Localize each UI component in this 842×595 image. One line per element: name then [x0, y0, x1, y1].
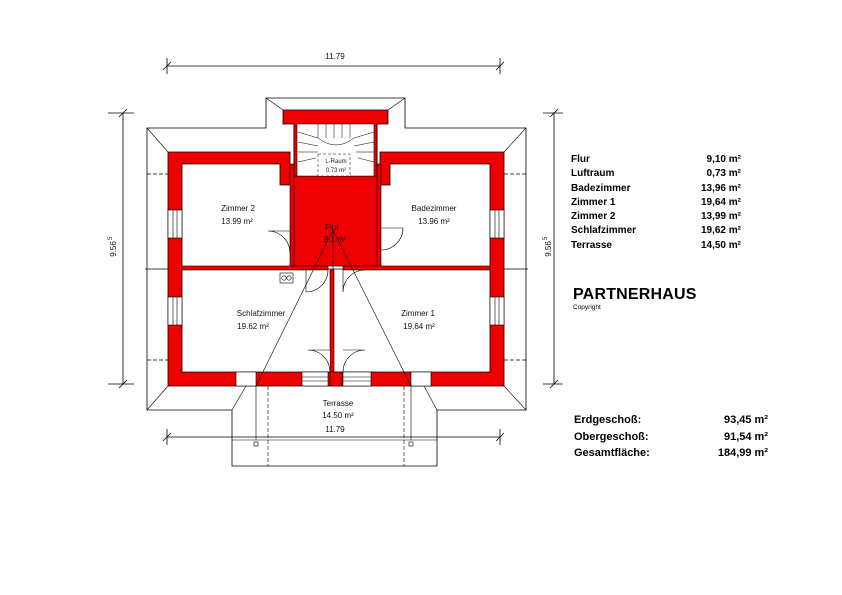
brand-name: PARTNERHAUS: [573, 286, 697, 303]
table-row: [571, 224, 741, 238]
right-dimension-label: 9.56: [544, 241, 553, 257]
area-label: Schlafzimmer: [571, 225, 637, 237]
table-row: [571, 153, 741, 167]
luftraum-name: L-Raum: [325, 159, 347, 165]
right-dimension-superscript: 5: [543, 236, 549, 240]
total-value: 93,45 m²: [723, 414, 768, 426]
area-label: Flur: [571, 154, 590, 165]
area-value: 19,62 m²: [700, 225, 741, 237]
area-label: Luftraum: [571, 168, 615, 180]
room-area-zimmer2: 13.99 m²: [221, 217, 253, 226]
table-row: [571, 239, 741, 253]
total-label: Gesamtfläche:: [574, 447, 650, 459]
total-label: Obergeschoß:: [574, 430, 649, 443]
area-value: 13,99 m²: [700, 211, 741, 223]
room-name-terrasse: Terrasse: [322, 399, 354, 408]
luftraum-area: 0.73 m²: [325, 168, 347, 174]
room-name-flur: Flur: [325, 223, 339, 232]
table-row: [571, 196, 741, 210]
area-value: 0,73 m²: [706, 168, 741, 180]
room-name-badezimmer: Badezimmer: [411, 204, 457, 213]
total-label: Erdgeschoß:: [574, 414, 642, 426]
area-label: Zimmer 2: [571, 211, 616, 223]
left-dimension-superscript: 5: [108, 236, 114, 240]
room-area-terrasse: 14.50 m²: [322, 411, 354, 420]
area-value: 9,10 m²: [706, 154, 741, 165]
room-area-table: [571, 153, 741, 253]
bottom-dimension-label: 11.79: [325, 425, 345, 434]
floor-totals: [574, 412, 768, 462]
table-row: [571, 210, 741, 224]
room-name-zimmer2: Zimmer 2: [221, 204, 255, 213]
left-dimension-label: 9.56: [109, 241, 118, 257]
area-value: 19,64 m²: [700, 196, 741, 208]
terrace-posts: [254, 442, 413, 446]
area-value: 14,50 m²: [700, 239, 741, 251]
room-name-schlafzimmer: Schlafzimmer: [236, 309, 286, 318]
copyright-text: Copyright: [573, 304, 601, 311]
area-value: 13,96 m²: [700, 182, 741, 194]
room-name-zimmer1: Zimmer 1: [401, 309, 435, 318]
top-dimension-label: 11.79: [325, 52, 345, 61]
total-row: [574, 412, 768, 429]
room-area-flur: 9.1 m²: [323, 235, 347, 244]
outlet-symbol: [280, 273, 293, 283]
total-value: 91,54 m²: [723, 430, 768, 443]
total-row: [574, 429, 768, 446]
room-area-badezimmer: 13.96 m²: [418, 217, 450, 226]
room-area-zimmer1: 19.64 m²: [403, 322, 435, 331]
room-area-schlafzimmer: 19.62 m²: [237, 322, 269, 331]
area-label: Zimmer 1: [571, 196, 616, 208]
table-row: [571, 182, 741, 196]
area-label: Badezimmer: [571, 182, 631, 194]
total-value: 184,99 m²: [717, 447, 768, 459]
table-row: [571, 167, 741, 181]
area-label: Terrasse: [571, 239, 612, 251]
total-row: [574, 445, 768, 462]
